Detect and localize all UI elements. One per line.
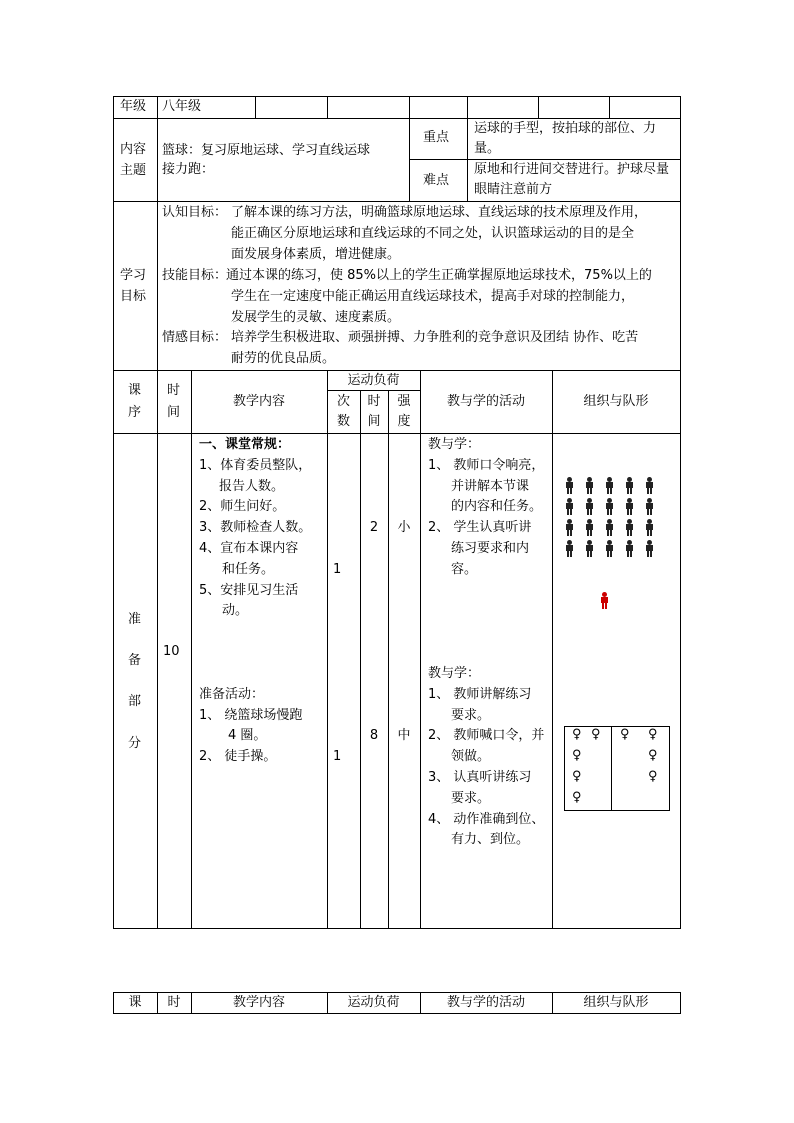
routine-title: 一、课堂常规： [199, 437, 291, 452]
activity-item: 领做。 [451, 749, 491, 764]
table2-header-activity: 教与学的活动 [446, 995, 525, 1010]
key-point-label: 重点 [423, 130, 450, 145]
content-label-1: 内容 [120, 142, 147, 157]
student-figure-icon [625, 477, 634, 494]
load-intensity: 中 [397, 728, 411, 743]
load-count: 1 [333, 562, 342, 577]
activity-item: 的内容和任务。 [451, 499, 543, 514]
activity-title: 教与学： [428, 437, 481, 452]
difficulty-text: 原地和行进间交替进行。护球尽量眼睛注意前方 [474, 162, 670, 197]
content-line-2: 接力跑： [162, 162, 215, 177]
student-figure-icon [565, 498, 574, 515]
header-content: 教学内容 [232, 394, 285, 409]
student-figure-icon [605, 519, 614, 536]
skill-goal-line: 通过本课的练习，使 85%以上的学生正确掌握原地运球技术，75%以上的 [226, 268, 652, 283]
activity-item: 1、 教师讲解练习 [428, 687, 532, 702]
activity-item: 有力、到位。 [451, 832, 530, 847]
student-figure-icon [625, 498, 634, 515]
skill-goal-line: 发展学生的灵敏、速度素质。 [231, 310, 401, 325]
content-label-2: 主题 [120, 163, 147, 178]
content-line-1: 篮球：复习原地运球、学习直线运球 [162, 143, 371, 158]
routine-item: 报告人数。 [219, 479, 285, 494]
female-symbol-icon: ♀ [572, 727, 582, 742]
student-figure-icon [645, 519, 654, 536]
header-activity: 教与学的活动 [446, 394, 525, 409]
load-count: 1 [333, 749, 342, 764]
cognitive-goal-line: 能正确区分原地运球和直线运球的不同之处，认识篮球运动的目的是全 [231, 226, 635, 241]
header-time-2: 间 [167, 405, 181, 420]
student-figure-icon [585, 519, 594, 536]
student-figure-icon [645, 477, 654, 494]
grade-value: 八年级 [162, 99, 202, 114]
grade-label: 年级 [120, 99, 147, 114]
key-point-text: 运球的手型，按拍球的部位、力量。 [474, 121, 657, 156]
table2-header-content: 教学内容 [232, 995, 285, 1010]
table2-header-seq: 课 [128, 995, 142, 1010]
female-symbol-icon: ♀ [572, 748, 582, 763]
female-symbol-icon: ♀ [572, 790, 582, 805]
header-intensity-2: 度 [397, 414, 411, 429]
student-figure-icon [565, 540, 574, 557]
header-organization: 组织与队形 [583, 394, 649, 409]
student-figure-icon [585, 540, 594, 557]
warmup-item: 1、 绕篮球场慢跑 [199, 708, 303, 723]
student-figure-icon [605, 540, 614, 557]
routine-item: 4、宣布本课内容 [199, 541, 299, 556]
student-figure-icon [625, 519, 634, 536]
section-time: 10 [163, 644, 180, 659]
header-seq-2: 序 [128, 405, 142, 420]
header-load: 运动负荷 [347, 373, 400, 388]
student-figure-icon [605, 498, 614, 515]
activity-item: 3、 认真听讲练习 [428, 770, 532, 785]
header-count-1: 次 [336, 394, 350, 409]
activity-item: 4、 动作准确到位、 [428, 812, 545, 827]
activity-item: 要求。 [451, 708, 491, 723]
student-figure-icon [585, 477, 594, 494]
affective-goal-line: 耐劳的优良品质。 [231, 351, 336, 366]
warmup-item: 4 圈。 [228, 728, 267, 743]
routine-item: 5、安排见习生活 [199, 583, 299, 598]
activity-title: 教与学： [428, 666, 481, 681]
table2-header-time: 时 [167, 995, 181, 1010]
table2-header-load: 运动负荷 [347, 995, 400, 1010]
skill-goal-line: 学生在一定速度中能正确运用直线运球技术，提高手对球的控制能力， [231, 289, 635, 304]
female-symbol-icon: ♀ [648, 727, 658, 742]
routine-item: 3、教师检查人数。 [199, 520, 312, 535]
female-symbol-icon: ♀ [648, 769, 658, 784]
difficulty-label: 难点 [423, 173, 450, 188]
load-duration: 8 [369, 728, 379, 743]
female-symbol-icon: ♀ [591, 727, 601, 742]
section-char: 准 [128, 612, 142, 627]
header-intensity-1: 强 [397, 394, 411, 409]
activity-item: 2、 教师喊口令，并 [428, 728, 545, 743]
student-figure-icon [585, 498, 594, 515]
activity-item: 容。 [451, 562, 478, 577]
student-figure-icon [565, 477, 574, 494]
teacher-figure-icon [600, 592, 609, 609]
female-symbol-icon: ♀ [648, 748, 658, 763]
affective-goal-line: 培养学生积极进取、顽强拼搏、力争胜利的竞争意识及团结 协作、吃苦 [231, 330, 639, 345]
activity-item: 并讲解本节课 [451, 479, 530, 494]
routine-item: 动。 [222, 603, 249, 618]
header-count-2: 数 [336, 414, 350, 429]
load-intensity: 小 [397, 520, 411, 535]
female-symbol-icon: ♀ [572, 769, 582, 784]
activity-item: 1、 教师口令响亮， [428, 458, 545, 473]
cognitive-goal-line: 了解本课的练习方法，明确篮球原地运球、直线运球的技术原理及作用， [231, 205, 648, 220]
female-symbol-icon: ♀ [620, 727, 630, 742]
section-char: 部 [128, 694, 142, 709]
header-time-1: 时 [167, 383, 181, 398]
student-figure-icon [645, 498, 654, 515]
load-duration: 2 [369, 520, 379, 535]
warmup-item: 2、 徒手操。 [199, 749, 277, 764]
student-figure-icon [645, 540, 654, 557]
routine-item: 1、体育委员整队， [199, 458, 312, 473]
activity-item: 练习要求和内 [451, 541, 530, 556]
header-duration-2: 间 [367, 414, 381, 429]
goals-label-1: 学习 [120, 268, 147, 283]
routine-item: 和任务。 [222, 562, 275, 577]
student-figure-icon [565, 519, 574, 536]
goals-label-2: 目标 [120, 289, 147, 304]
cognitive-goal-line: 面发展身体素质，增进健康。 [231, 247, 401, 262]
activity-item: 2、 学生认真听讲 [428, 520, 532, 535]
affective-goal-label: 情感目标： [162, 330, 228, 345]
section-char: 分 [128, 736, 142, 751]
student-figure-icon [605, 477, 614, 494]
table2-header-organization: 组织与队形 [583, 995, 649, 1010]
cognitive-goal-label: 认知目标： [162, 205, 228, 220]
warmup-title: 准备活动： [199, 687, 265, 702]
activity-item: 要求。 [451, 791, 491, 806]
section-char: 备 [128, 653, 142, 668]
skill-goal-label: 技能目标： [162, 268, 228, 283]
header-seq-1: 课 [128, 383, 142, 398]
routine-item: 2、师生问好。 [199, 499, 286, 514]
student-figure-icon [625, 540, 634, 557]
header-duration-1: 时 [367, 394, 381, 409]
